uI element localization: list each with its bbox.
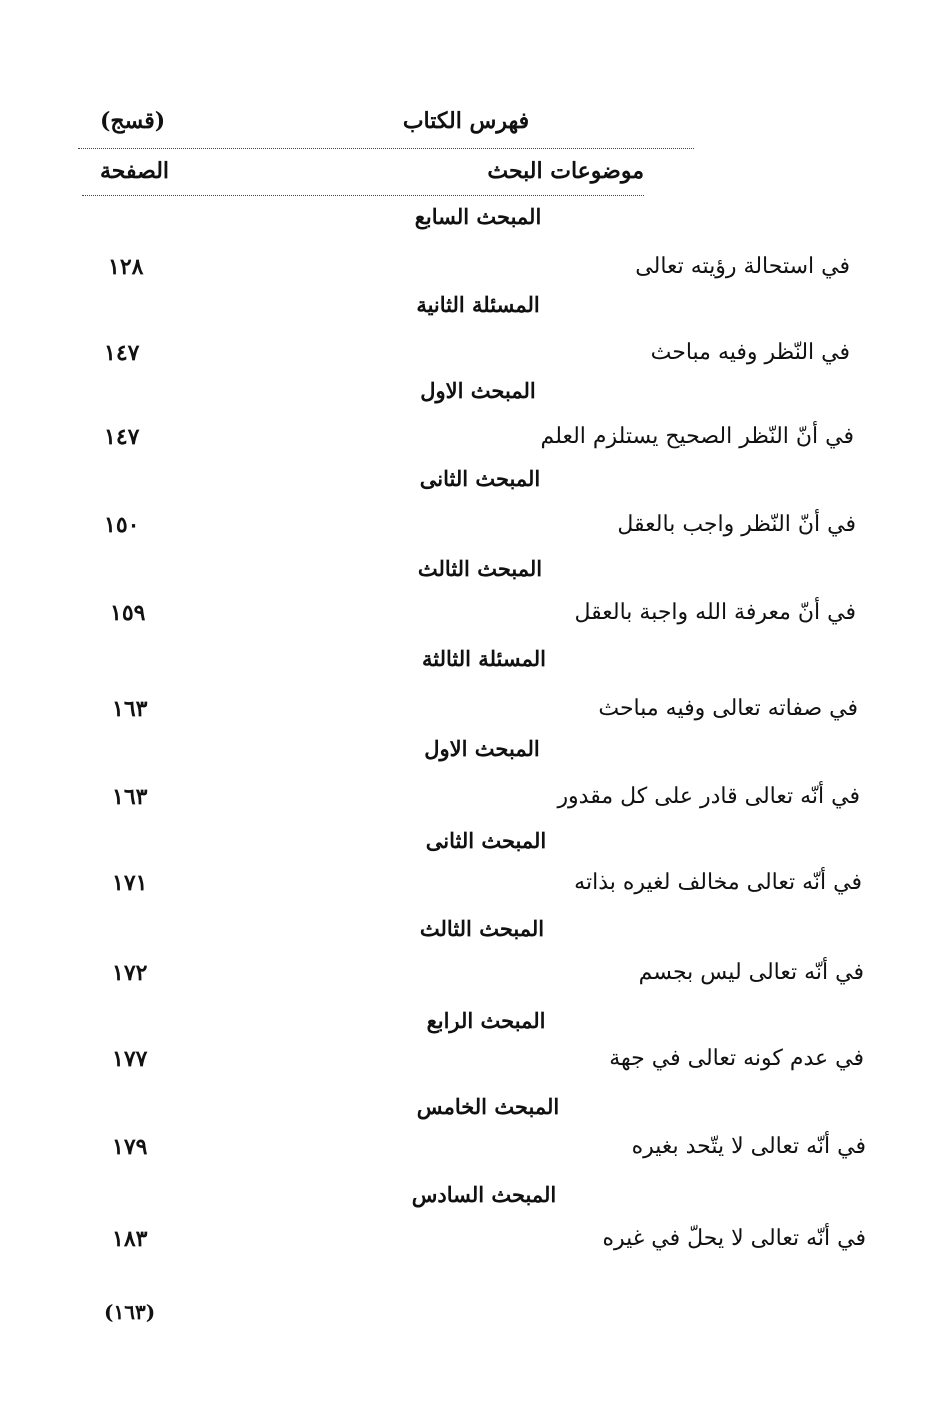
page-number: ١٦٣ bbox=[112, 784, 148, 810]
page-number: ١٥٠ bbox=[104, 512, 140, 538]
page-number: ١٨٣ bbox=[112, 1226, 148, 1252]
entry-title: في استحالة رؤيته تعالى bbox=[635, 254, 850, 279]
section-heading: المبحث الاول bbox=[420, 378, 536, 403]
page-column-header: الصفحة bbox=[100, 158, 170, 184]
section-heading: المبحث الرابع bbox=[426, 1008, 546, 1033]
section-heading: المسئلة الثالثة bbox=[422, 646, 546, 671]
entry-title: في أنّه تعالى ليس بجسم bbox=[638, 960, 864, 985]
page-number: ١٧٢ bbox=[112, 960, 148, 986]
entry-title: في أنّ النّظر الصحيح يستلزم العلم bbox=[540, 424, 854, 449]
entry-title: في أنّه تعالى لا يتّحد بغيره bbox=[631, 1134, 866, 1159]
page-title: فهرس الكتاب bbox=[402, 108, 530, 134]
entry-title: في أنّ معرفة الله واجبة بالعقل bbox=[574, 600, 856, 625]
page-code: (قسج) bbox=[100, 108, 166, 134]
entry-title: في أنّه تعالى قادر على كل مقدور bbox=[557, 784, 860, 809]
section-heading: المبحث السادس bbox=[411, 1182, 557, 1207]
topics-column-header: موضوعات البحث bbox=[487, 158, 644, 184]
page-number: ١٢٨ bbox=[108, 254, 144, 280]
footer-page-number: (١٦٣) bbox=[104, 1300, 156, 1324]
section-heading: المبحث السابع bbox=[414, 204, 542, 229]
header-rule bbox=[78, 148, 694, 149]
entry-title: في أنّ النّظر واجب بالعقل bbox=[617, 512, 856, 537]
entry-title: في صفاته تعالى وفيه مباحث bbox=[598, 696, 858, 721]
page-number: ١٥٩ bbox=[110, 600, 146, 626]
page-number: ١٤٧ bbox=[104, 424, 140, 450]
section-heading: المبحث الثالث bbox=[417, 556, 543, 581]
section-heading: المبحث الاول bbox=[424, 736, 540, 761]
entry-title: في أنّه تعالى لا يحلّ في غيره bbox=[602, 1226, 866, 1251]
section-heading: المبحث الثالث bbox=[419, 916, 545, 941]
page-number: ١٤٧ bbox=[104, 340, 140, 366]
section-heading: المسئلة الثانية bbox=[416, 292, 540, 317]
entry-title: في النّظر وفيه مباحث bbox=[650, 340, 850, 365]
page-number: ١٦٣ bbox=[112, 696, 148, 722]
page-number: ١٧٧ bbox=[112, 1046, 148, 1072]
section-heading: المبحث الثانى bbox=[425, 828, 547, 853]
section-heading: المبحث الخامس bbox=[416, 1094, 560, 1119]
section-heading: المبحث الثانى bbox=[419, 466, 541, 491]
entry-title: في أنّه تعالى مخالف لغيره بذاته bbox=[574, 870, 862, 895]
column-header-rule bbox=[82, 195, 644, 196]
page-number: ١٧١ bbox=[112, 870, 148, 896]
page-number: ١٧٩ bbox=[112, 1134, 148, 1160]
entry-title: في عدم كونه تعالى في جهة bbox=[609, 1046, 864, 1071]
